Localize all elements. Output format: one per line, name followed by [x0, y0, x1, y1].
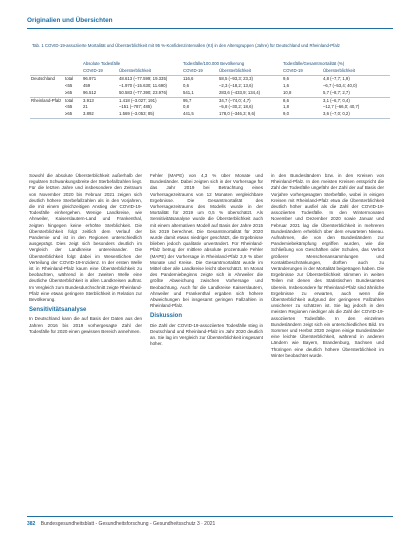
col-header: Übersterblichkeit — [219, 67, 252, 73]
table-cell: 96.971 — [83, 75, 97, 81]
table-cell: 459 — [83, 82, 91, 88]
col-header: COVID-19 — [183, 67, 203, 73]
body-paragraph: Fehler (MAPE) von 4,3 % über Monate und Bundesländer. Dabei zeigten sich in der Vorhersage für das Jahr 2019 bei Betrachtung eines Vorhersagezeitraums von 12 Monaten vergleichbare Ergebnisse. Die Gesamtmortalität des Vorhersagezeitraums des Modells wurde in der Mortalität für 2019 um 0,5 % überschätzt. Als Sensitivitätsanalyse wurde die Übersterblichkeit auch mit einem alternativen Modell auf Basis der Jahre 2015 bis 2019 berechnet. Die Gesamtmortalität für 2020 wurde damit etwas niedriger geschätzt, die Ergebnisse blieben jedoch qualitativ unverändert. Für Rheinland-Pfalz betrug der mittlere absolute prozentuale Fehler (MAPE) der Vorhersage in Rheinland-Pfalz 3,9 % über Monate und Kreise. Die Gesamtmortalität wurde im Mittel über alle Landkreise leicht überschätzt. Im Monat des Pandemiebeginns zeigte sich in Ahrweiler die größte Abweichung zwischen Vorhersage und Beobachtung. Auch für die Landkreise Kaiserslautern, Ahrweiler und Frankenthal ergaben sich höhere Abweichungen bei insgesamt geringen Fallzahlen in Rheinland-Pfalz. — [150, 173, 263, 309]
col-header: COVID-19 — [283, 67, 303, 73]
table-cell: –6,7 (–53,4; 40,0) — [323, 82, 357, 88]
table-cell: 58,5 (–93,3; 23,3) — [219, 75, 253, 81]
table-cell: 1,8 — [283, 104, 289, 110]
table-cell: –2,3 (–18,2; 13,6) — [219, 82, 253, 88]
col-header: Übersterblichkeit — [119, 67, 152, 73]
table-cell: –1.970 (–15.630; 11.690) — [119, 82, 167, 88]
page-number: 382 — [27, 521, 36, 527]
table-cell — [30, 90, 64, 97]
table-cell: –5,8 (–30,2; 18,6) — [219, 104, 253, 110]
section-heading: Sensitivitätsanalyse — [29, 307, 87, 314]
table-cell: 4,8 (–7,7; 1,9) — [323, 75, 350, 81]
table-cell: 50.583 (–77.390; 23.976) — [119, 89, 168, 95]
table-row — [30, 111, 390, 118]
table-cell: Deutschland — [31, 75, 55, 81]
table-cell: 21 — [83, 104, 88, 110]
table-cell: 0,6 — [183, 82, 189, 88]
body-column-2 — [150, 173, 263, 348]
table-cell: total — [65, 97, 74, 103]
col-group-per-100k: Todesfälle/100.000 Bevölkerung — [183, 61, 245, 66]
table-cell: –12,7 (–66,0; 40,7) — [323, 104, 360, 110]
body-paragraph: Die Zahl der COVID-19-assoziierten Todesfälle stieg in Deutschland und Rheinland-Pfalz im Jahr 2020 deutlich an. Sie lag im Vergleich zur Übersterblichkeit insgesamt höher. — [150, 322, 263, 347]
footer-rule — [27, 516, 393, 517]
table-cell: 34,7 (–74,0; 4,7) — [219, 97, 251, 103]
table-cell: 1.418 (–3.027; 191) — [119, 97, 157, 103]
table-cell: ≥65 — [65, 89, 73, 95]
body-paragraph: In Deutschland kann die auf Basis der Daten aus den Jahren 2016 bis 2019 vorhergesagte Zahl der Todesfälle für 2020 einen gewissen Bereich annehmen. — [29, 316, 142, 334]
table-row — [30, 104, 390, 111]
section-heading: Diskussion — [150, 313, 183, 320]
data-table — [30, 61, 390, 119]
table-cell: 283,6 (–433,9; 134,4) — [219, 89, 261, 95]
table-cell: 3,6 (–7,0; 0,2) — [323, 111, 350, 117]
table-cell: 441,5 — [183, 111, 194, 117]
table-cell: ≥65 — [65, 111, 73, 117]
table-cell: 96.512 — [83, 89, 97, 95]
table-row — [30, 75, 390, 82]
table-cell: 48.613 (–77.599; 19.335) — [119, 75, 168, 81]
table-cell: 3.913 — [83, 97, 94, 103]
table-cell: –151 (–787; 485) — [119, 104, 152, 110]
table-caption: Tab. 1 COVID-19-assoziierte Mortalität und Übersterblichkeit mit 95 %-Konfidenzintervallen (KI) in den Altersgruppen (Jahre) für Deutschland und Rheinland-Pfalz — [32, 43, 340, 48]
body-paragraph: Sowohl die absolute Übersterblichkeit außerhalb der regulären Schwankungsbreite der Sterbefallzahlen liegt. Für die letzten Jahre und insbesondere den Zeitraum von November 2020 bis Februar 2021 zeigen sich deutlich höhere Sterbefallzahlen als in den Vorjahren, die mit einem gleichzeitigen Anstieg der COVID-19-Todesfälle einhergehen. Wenige Landkreise, wie Ahrweiler, Kaiserslautern-Land und Frankenthal, zeigten hingegen keine erhöhte Sterblichkeit. Die Übersterblichkeit folgt zeitlich dem Verlauf der Pandemie und ist in den Regionen unterschiedlich ausgeprägt. Dies zeigt sich besonders deutlich im Vergleich der Landkreise untereinander. Die Übersterblichkeit folgt dabei im Wesentlichen der Verteilung der COVID-19-Inzidenz. In der ersten Welle ist in Rheinland-Pfalz kaum eine Übersterblichkeit zu beobachten, während in der zweiten Welle eine deutliche Übersterblichkeit in allen Landkreisen auftrat. Im Vergleich zum Bundesdurchschnitt zeigte Rheinland-Pfalz eine etwas geringere Sterblichkeit in Relation zur Bevölkerung. — [29, 173, 142, 303]
table-cell: 1.569 (–3.053; 85) — [119, 111, 155, 117]
table-cell: Rheinland-Pfalz — [31, 97, 62, 103]
table-cell: 10,8 — [283, 89, 292, 95]
header-rule — [27, 28, 393, 29]
col-header: Übersterblichkeit — [323, 67, 356, 73]
table-cell: 116,6 — [183, 75, 194, 81]
col-header: COVID-19 — [83, 67, 103, 73]
table-cell: 3,1 (–6,7; 0,4) — [323, 97, 350, 103]
col-group-percent: Todesfälle/Gesamtmortalität (%) — [283, 61, 345, 66]
table-cell: total — [65, 75, 74, 81]
journal-name: Bundesgesundheitsblatt - Gesundheitsforschung - Gesundheitsschutz 3 · 2021 — [40, 521, 216, 527]
table-row — [30, 90, 390, 97]
table-cell — [30, 111, 64, 118]
table-cell: 95,7 — [183, 97, 192, 103]
table-cell: <65 — [65, 82, 73, 88]
section-title: Originalien und Übersichten — [27, 17, 113, 24]
table-cell — [30, 83, 64, 90]
table-cell: 1,6 — [283, 82, 289, 88]
table-cell: 5,7 (–8,7; 2,7) — [323, 89, 350, 95]
table-cell: 9,6 — [283, 75, 289, 81]
table-cell: 541,1 — [183, 89, 194, 95]
table-cell — [30, 104, 64, 111]
body-paragraph: in den Bundesländern bzw. in den Kreisen von Rheinland-Pfalz. In den meisten Kreisen entspricht die Zahl der Todesfälle ungefähr der Zahl der auf Basis der Vorjahre vorhergesagten Sterbefälle, wobei in einigen Kreisen mit Rheinland-Pfalz etwa die Übersterblichkeit deutlich höher ausfiel als die Zahl der COVID-19-assoziierten Todesfälle. In den Wintermonaten November und Dezember 2020 sowie Januar und Februar 2021 lag die Übersterblichkeit in mehreren Bundesländern erheblich über dem erwarteten Niveau. Aufnahmen, die von den Bundesländern zur Pandemiebekämpfung ergriffen wurden, wie die Schließung von Geschäften oder Schulen, das Verbot größerer Menschenansammlungen und Kontaktbeschränkungen, dürften auch zu Veränderungen in der Mortalität beigetragen haben. Die Ergebnisse zur Übersterblichkeit stimmen in weiten Teilen mit denen des Statistischen Bundesamtes überein. Insbesondere für Rheinland-Pfalz sind ähnliche Ergebnisse zu erwarten, auch wenn die Übersterblichkeit aufgrund der geringeren Fallzahlen unsicherer zu schätzen ist. Sie lag jedoch in den meisten Regionen niedriger als die Zahl der COVID-19-assoziierten Todesfälle. In den einzelnen Bundesländern zeigt sich ein unterschiedliches Bild. Im Sommer und Herbst 2020 zeigten einige Bundesländer eine leichte Übersterblichkeit, während in anderen Ländern wie Bayern, Brandenburg, Sachsen und Thüringen eine deutlich höhere Übersterblichkeit im Winter beobachtet wurde. — [271, 173, 384, 358]
table-cell: 9,0 — [283, 111, 289, 117]
page-footer — [27, 521, 215, 527]
table-row — [30, 83, 390, 90]
table-cell: 178,0 (–346,3; 9,6) — [219, 111, 256, 117]
col-group-absolute: Absolute Todesfälle — [83, 61, 121, 66]
body-column-1 — [29, 173, 142, 336]
table-cell: 3.892 — [83, 111, 94, 117]
table-cell: <65 — [65, 104, 73, 110]
table-cell: 0,8 — [183, 104, 189, 110]
table-row — [30, 97, 390, 104]
body-column-3 — [271, 173, 384, 360]
table-cell: 8,6 — [283, 97, 289, 103]
